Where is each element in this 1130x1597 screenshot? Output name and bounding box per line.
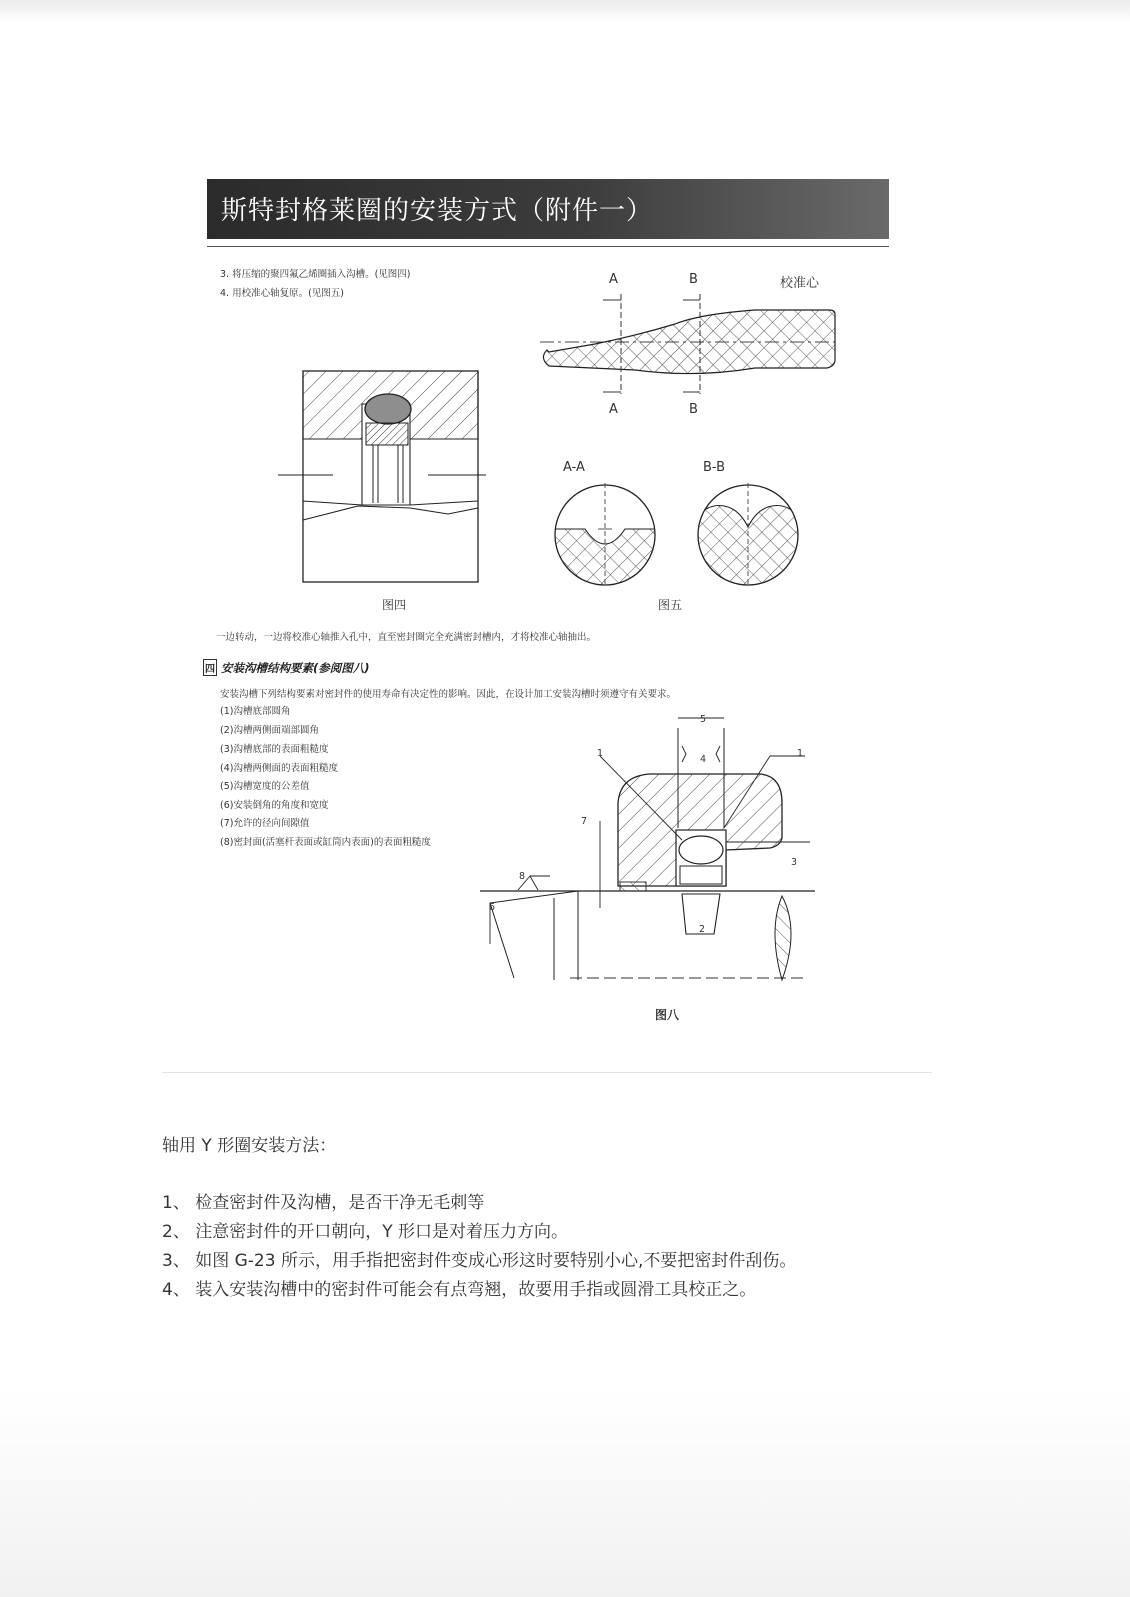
groove-item-2: (2)沟槽两侧面端部圆角 [220, 725, 319, 736]
groove-item-1: (1)沟槽底部圆角 [220, 706, 291, 717]
step-3: 3. 将压缩的聚四氟乙烯圈插入沟槽。(见图四) [220, 269, 411, 280]
fig5-section-aa: A-A [563, 460, 585, 475]
figure-5-section-aa [551, 481, 659, 589]
section-heading [203, 659, 370, 676]
section-heading-text: 安装沟槽结构要素(参阅图八) [221, 661, 370, 675]
groove-item-6: (6)安装倒角的角度和宽度 [220, 800, 329, 811]
groove-item-8: (8)密封面(活塞杆表面或缸筒内表面)的表面粗糙度 [220, 837, 431, 848]
y-ring-step: 3、 如图 G-23 所示，用手指把密封件变成心形这时要特别小心,不要把密封件刮伤。 [162, 1251, 797, 1271]
title-bar [207, 179, 889, 239]
step-4: 4. 用校准心轴复原。(见图五) [220, 288, 344, 299]
groove-item-7: (7)允许的径向间隙值 [220, 818, 310, 829]
figure-5-section-bb [694, 481, 802, 589]
title-rule [207, 246, 889, 247]
groove-item-3: (3)沟槽底部的表面粗糙度 [220, 744, 329, 755]
page-title: 斯特封格莱圈的安装方式（附件一） [221, 196, 654, 226]
fig5-section-bb: B-B [703, 460, 726, 475]
fig5-label-core: 校准心 [780, 276, 820, 291]
fig8-label-1-left: 1 [597, 748, 604, 759]
scan-edge-top [0, 0, 1130, 22]
figure-4-diagram [278, 368, 488, 586]
scan-edge-bottom [0, 1390, 1130, 1597]
figure-8-caption: 图八 [655, 1008, 680, 1022]
installation-note: 一边转动，一边将校准心轴推入孔中，直至密封圈完全充满密封槽内，才将校准心轴抽出。 [216, 632, 597, 643]
y-ring-heading: 轴用 Y 形圈安装方法： [162, 1136, 337, 1156]
section-divider [162, 1072, 932, 1073]
y-ring-step: 2、 注意密封件的开口朝向，Y 形口是对着压力方向。 [162, 1222, 569, 1242]
section-intro: 安装沟槽下列结构要素对密封件的使用寿命有决定性的影响。因此，在设计加工安装沟槽时须遵守有关要求。 [220, 689, 677, 700]
fig5-label-a-bottom: A [609, 402, 618, 417]
fig5-label-a-top: A [609, 272, 618, 287]
fig5-label-b-top: B [689, 272, 698, 287]
y-ring-step: 1、 检查密封件及沟槽，是否干净无毛刺等 [162, 1193, 485, 1213]
figure-5-mandrel [535, 288, 840, 400]
fig8-label-5: 5 [700, 714, 707, 725]
groove-item-5: (5)沟槽宽度的公差值 [220, 781, 310, 792]
y-ring-steps [162, 1188, 796, 1304]
fig8-label-7: 7 [581, 816, 588, 827]
fig8-label-8: 8 [519, 871, 526, 882]
fig5-label-b-bottom: B [689, 402, 698, 417]
fig8-label-4: 4 [700, 754, 707, 765]
fig8-label-6: 6 [489, 902, 496, 913]
figure-8-diagram [470, 708, 815, 983]
fig8-label-3: 3 [791, 857, 798, 868]
groove-item-4: (4)沟槽两侧面的表面粗糙度 [220, 763, 338, 774]
section-marker: 四 [203, 659, 217, 676]
figure-4-caption: 图四 [382, 598, 407, 612]
y-ring-step: 4、 装入安装沟槽中的密封件可能会有点弯翘，故要用手指或圆滑工具校正之。 [162, 1280, 757, 1300]
fig8-label-1-right: 1 [797, 748, 804, 759]
figure-5-caption: 图五 [658, 598, 683, 612]
fig8-label-2: 2 [699, 924, 706, 935]
